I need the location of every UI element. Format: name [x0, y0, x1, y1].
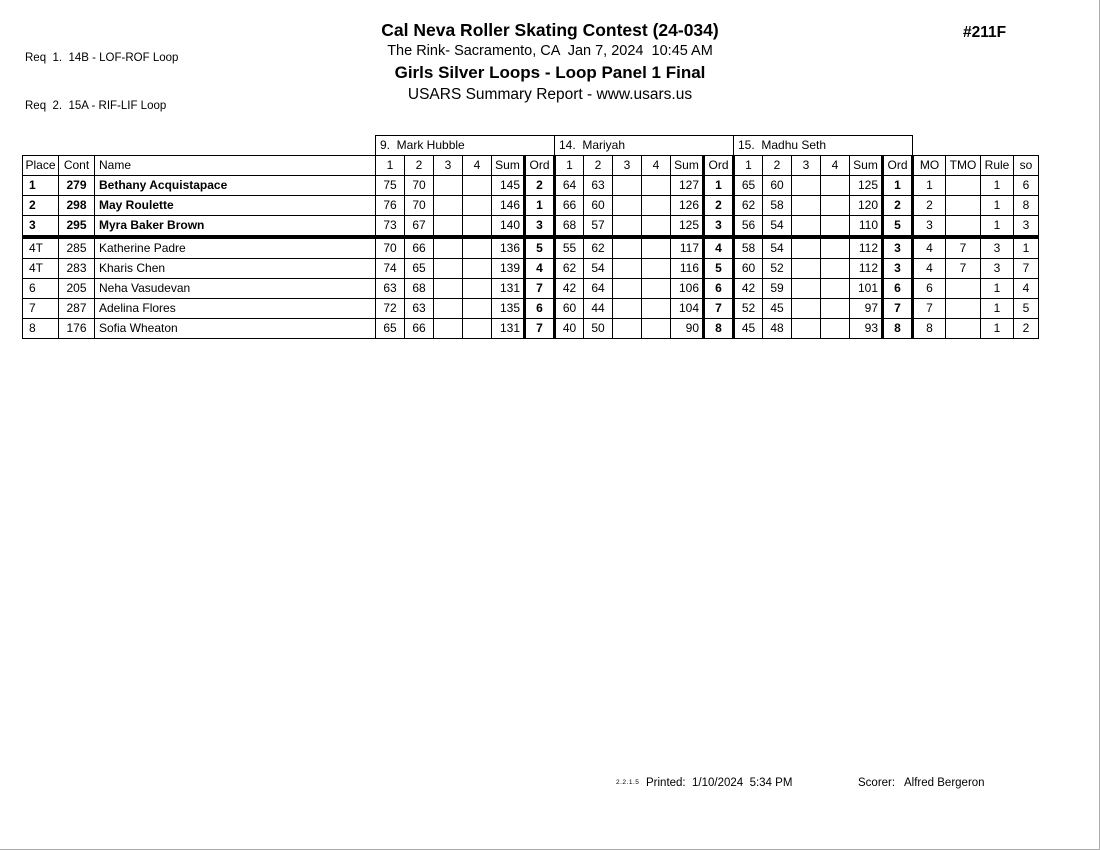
mark-4-cell: [642, 319, 671, 339]
mark-2-cell: 62: [584, 237, 613, 259]
ordinal-cell: 6: [883, 279, 913, 299]
col-tmo: TMO: [946, 156, 981, 176]
contestant-number-cell: 279: [59, 176, 95, 196]
mark-4-cell: [821, 319, 850, 339]
mark-3-cell: [434, 237, 463, 259]
mark-3-cell: [434, 319, 463, 339]
ordinal-cell: 4: [704, 237, 734, 259]
contestant-number-cell: 205: [59, 279, 95, 299]
contestant-number-cell: 285: [59, 237, 95, 259]
mark-3-cell: [792, 237, 821, 259]
mark-2-cell: 70: [405, 196, 434, 216]
contest-title: Cal Neva Roller Skating Contest (24-034): [381, 20, 719, 40]
sum-cell: 125: [671, 216, 704, 238]
rule-cell: 1: [981, 196, 1014, 216]
mark-1-cell: 42: [734, 279, 763, 299]
place-cell: 4T: [23, 259, 59, 279]
mark-4-cell: [463, 196, 492, 216]
col-so: so: [1014, 156, 1039, 176]
so-cell: 7: [1014, 259, 1039, 279]
mark-2-cell: 54: [584, 259, 613, 279]
col-place: Place: [23, 156, 59, 176]
mark-1-cell: 64: [555, 176, 584, 196]
judge-header-spacer: [23, 136, 376, 156]
mark-2-cell: 64: [584, 279, 613, 299]
mark-3-cell: [792, 259, 821, 279]
rule-cell: 1: [981, 176, 1014, 196]
sum-cell: 131: [492, 279, 525, 299]
col-sum: Sum: [492, 156, 525, 176]
mo-cell: 3: [913, 216, 946, 238]
col-ord: Ord: [883, 156, 913, 176]
rule-cell: 1: [981, 299, 1014, 319]
mark-1-cell: 56: [734, 216, 763, 238]
mo-cell: 8: [913, 319, 946, 339]
mark-2-cell: 52: [763, 259, 792, 279]
place-cell: 7: [23, 299, 59, 319]
place-cell: 8: [23, 319, 59, 339]
mo-cell: 7: [913, 299, 946, 319]
mark-4-cell: [642, 237, 671, 259]
mark-1-cell: 40: [555, 319, 584, 339]
place-cell: 2: [23, 196, 59, 216]
so-cell: 2: [1014, 319, 1039, 339]
mo-cell: 4: [913, 237, 946, 259]
mark-3-cell: [613, 319, 642, 339]
mark-2-cell: 58: [763, 196, 792, 216]
judge-header-row: [23, 136, 1039, 156]
ordinal-cell: 7: [704, 299, 734, 319]
column-header-row: [23, 156, 1039, 176]
mark-1-cell: 63: [376, 279, 405, 299]
mark-4-cell: [821, 216, 850, 238]
sum-cell: 116: [671, 259, 704, 279]
mark-4-cell: [642, 279, 671, 299]
result-row: [23, 279, 1039, 299]
mark-1-cell: 66: [555, 196, 584, 216]
col-mark-2: 2: [405, 156, 434, 176]
tmo-cell: [946, 319, 981, 339]
mark-1-cell: 62: [734, 196, 763, 216]
mark-2-cell: 48: [763, 319, 792, 339]
skater-name-cell: Sofia Wheaton: [95, 319, 376, 339]
so-cell: 3: [1014, 216, 1039, 238]
mark-4-cell: [821, 279, 850, 299]
mark-3-cell: [792, 196, 821, 216]
result-row: [23, 259, 1039, 279]
mark-4-cell: [463, 259, 492, 279]
ordinal-cell: 5: [525, 237, 555, 259]
place-cell: 3: [23, 216, 59, 238]
skater-name-cell: Katherine Padre: [95, 237, 376, 259]
mark-2-cell: 66: [405, 237, 434, 259]
judge-1-name: 9. Mark Hubble: [376, 136, 555, 156]
printed-timestamp: Printed: 1/10/2024 5:34 PM: [646, 777, 793, 789]
mark-2-cell: 65: [405, 259, 434, 279]
sum-cell: 126: [671, 196, 704, 216]
mark-3-cell: [613, 279, 642, 299]
ordinal-cell: 8: [704, 319, 734, 339]
col-mark-4: 4: [463, 156, 492, 176]
so-cell: 5: [1014, 299, 1039, 319]
col-sum: Sum: [671, 156, 704, 176]
place-cell: 1: [23, 176, 59, 196]
mark-1-cell: 60: [734, 259, 763, 279]
col-rule: Rule: [981, 156, 1014, 176]
skater-name-cell: Neha Vasudevan: [95, 279, 376, 299]
mark-1-cell: 76: [376, 196, 405, 216]
mark-3-cell: [434, 279, 463, 299]
mo-cell: 1: [913, 176, 946, 196]
mark-4-cell: [463, 176, 492, 196]
ordinal-cell: 2: [525, 176, 555, 196]
place-cell: 6: [23, 279, 59, 299]
tmo-cell: 7: [946, 237, 981, 259]
tmo-cell: [946, 279, 981, 299]
report-type-line: USARS Summary Report - www.usars.us: [407, 86, 693, 103]
requirement-line: Req 2. 15A - RIF-LIF Loop: [25, 100, 167, 112]
ordinal-cell: 3: [704, 216, 734, 238]
result-row: [23, 176, 1039, 196]
mark-1-cell: 62: [555, 259, 584, 279]
title-block: [0, 20, 1100, 104]
mark-2-cell: 54: [763, 237, 792, 259]
contestant-number-cell: 283: [59, 259, 95, 279]
mark-3-cell: [613, 237, 642, 259]
mark-2-cell: 67: [405, 216, 434, 238]
col-mark-2: 2: [763, 156, 792, 176]
col-cont: Cont: [59, 156, 95, 176]
mark-1-cell: 58: [734, 237, 763, 259]
mark-4-cell: [463, 279, 492, 299]
col-sum: Sum: [850, 156, 883, 176]
mark-1-cell: 75: [376, 176, 405, 196]
ordinal-cell: 3: [883, 237, 913, 259]
ordinal-cell: 1: [883, 176, 913, 196]
col-name: Name: [95, 156, 376, 176]
so-cell: 8: [1014, 196, 1039, 216]
mark-1-cell: 45: [734, 319, 763, 339]
skater-name-cell: Myra Baker Brown: [95, 216, 376, 238]
mark-1-cell: 68: [555, 216, 584, 238]
mark-2-cell: 44: [584, 299, 613, 319]
scorer-name: Scorer: Alfred Bergeron: [858, 777, 985, 789]
sum-cell: 106: [671, 279, 704, 299]
mark-2-cell: 70: [405, 176, 434, 196]
mark-4-cell: [642, 299, 671, 319]
sum-cell: 136: [492, 237, 525, 259]
rule-cell: 3: [981, 259, 1014, 279]
mark-2-cell: 63: [584, 176, 613, 196]
rule-cell: 3: [981, 237, 1014, 259]
mark-4-cell: [821, 196, 850, 216]
venue-date-line: The Rink- Sacramento, CA Jan 7, 2024 10:45 AM: [387, 43, 713, 59]
mark-1-cell: 52: [734, 299, 763, 319]
mark-1-cell: 65: [734, 176, 763, 196]
ordinal-cell: 7: [883, 299, 913, 319]
sum-cell: 93: [850, 319, 883, 339]
tmo-cell: 7: [946, 259, 981, 279]
mark-2-cell: 63: [405, 299, 434, 319]
mark-4-cell: [463, 237, 492, 259]
contestant-number-cell: 295: [59, 216, 95, 238]
sum-cell: 104: [671, 299, 704, 319]
skater-name-cell: May Roulette: [95, 196, 376, 216]
mark-2-cell: 60: [763, 176, 792, 196]
sum-cell: 139: [492, 259, 525, 279]
mark-2-cell: 68: [405, 279, 434, 299]
mark-2-cell: 50: [584, 319, 613, 339]
result-row: [23, 196, 1039, 216]
mark-2-cell: 59: [763, 279, 792, 299]
heat-number: #211F: [963, 24, 1007, 41]
mo-cell: 2: [913, 196, 946, 216]
sum-cell: 112: [850, 259, 883, 279]
mark-4-cell: [642, 196, 671, 216]
ordinal-cell: 6: [704, 279, 734, 299]
mo-cell: 6: [913, 279, 946, 299]
sum-cell: 140: [492, 216, 525, 238]
ordinal-cell: 2: [704, 196, 734, 216]
mark-3-cell: [434, 299, 463, 319]
mark-4-cell: [821, 237, 850, 259]
mark-2-cell: 45: [763, 299, 792, 319]
col-mark-3: 3: [792, 156, 821, 176]
skater-name-cell: Kharis Chen: [95, 259, 376, 279]
mark-2-cell: 60: [584, 196, 613, 216]
mark-1-cell: 70: [376, 237, 405, 259]
mark-1-cell: 65: [376, 319, 405, 339]
judge-2-name: 14. Mariyah: [555, 136, 734, 156]
mark-2-cell: 57: [584, 216, 613, 238]
sum-cell: 97: [850, 299, 883, 319]
col-mark-1: 1: [734, 156, 763, 176]
mark-1-cell: 73: [376, 216, 405, 238]
contestant-number-cell: 298: [59, 196, 95, 216]
ordinal-cell: 2: [883, 196, 913, 216]
so-cell: 1: [1014, 237, 1039, 259]
mark-3-cell: [613, 196, 642, 216]
place-cell: 4T: [23, 237, 59, 259]
mark-4-cell: [821, 299, 850, 319]
mark-3-cell: [434, 196, 463, 216]
mo-cell: 4: [913, 259, 946, 279]
mark-2-cell: 66: [405, 319, 434, 339]
mark-4-cell: [642, 176, 671, 196]
mark-3-cell: [613, 216, 642, 238]
mark-3-cell: [613, 176, 642, 196]
result-row: [23, 216, 1039, 238]
mark-3-cell: [434, 176, 463, 196]
so-cell: 6: [1014, 176, 1039, 196]
tmo-cell: [946, 216, 981, 238]
col-mark-3: 3: [434, 156, 463, 176]
software-version: 2.2.1.5: [616, 779, 640, 786]
ordinal-cell: 7: [525, 319, 555, 339]
ordinal-cell: 8: [883, 319, 913, 339]
judge-3-name: 15. Madhu Seth: [734, 136, 913, 156]
ordinal-cell: 3: [883, 259, 913, 279]
mark-3-cell: [792, 299, 821, 319]
col-mo: MO: [913, 156, 946, 176]
judge-header-spacer: [913, 136, 1039, 156]
ordinal-cell: 3: [525, 216, 555, 238]
mark-2-cell: 54: [763, 216, 792, 238]
ordinal-cell: 5: [883, 216, 913, 238]
event-title: Girls Silver Loops - Loop Panel 1 Final: [394, 63, 706, 82]
col-ord: Ord: [525, 156, 555, 176]
mark-1-cell: 74: [376, 259, 405, 279]
tmo-cell: [946, 176, 981, 196]
sum-cell: 146: [492, 196, 525, 216]
mark-3-cell: [792, 216, 821, 238]
result-row: [23, 237, 1039, 259]
skater-name-cell: Bethany Acquistapace: [95, 176, 376, 196]
mark-3-cell: [434, 259, 463, 279]
sum-cell: 125: [850, 176, 883, 196]
ordinal-cell: 4: [525, 259, 555, 279]
contestant-number-cell: 176: [59, 319, 95, 339]
sum-cell: 117: [671, 237, 704, 259]
mark-3-cell: [613, 299, 642, 319]
mark-4-cell: [821, 176, 850, 196]
so-cell: 4: [1014, 279, 1039, 299]
sum-cell: 145: [492, 176, 525, 196]
col-mark-3: 3: [613, 156, 642, 176]
mark-3-cell: [792, 319, 821, 339]
mark-1-cell: 55: [555, 237, 584, 259]
sum-cell: 90: [671, 319, 704, 339]
mark-4-cell: [642, 216, 671, 238]
col-mark-1: 1: [555, 156, 584, 176]
sum-cell: 131: [492, 319, 525, 339]
tmo-cell: [946, 196, 981, 216]
skater-name-cell: Adelina Flores: [95, 299, 376, 319]
result-row: [23, 299, 1039, 319]
results-table: [22, 135, 1039, 339]
mark-3-cell: [792, 176, 821, 196]
sum-cell: 127: [671, 176, 704, 196]
rule-cell: 1: [981, 279, 1014, 299]
sum-cell: 135: [492, 299, 525, 319]
tmo-cell: [946, 299, 981, 319]
result-row: [23, 319, 1039, 339]
mark-4-cell: [821, 259, 850, 279]
mark-3-cell: [792, 279, 821, 299]
mark-3-cell: [434, 216, 463, 238]
sum-cell: 110: [850, 216, 883, 238]
ordinal-cell: 1: [704, 176, 734, 196]
contestant-number-cell: 287: [59, 299, 95, 319]
requirement-line: Req 1. 14B - LOF-ROF Loop: [25, 52, 179, 64]
col-ord: Ord: [704, 156, 734, 176]
col-mark-4: 4: [821, 156, 850, 176]
mark-4-cell: [642, 259, 671, 279]
mark-4-cell: [463, 319, 492, 339]
rule-cell: 1: [981, 319, 1014, 339]
sum-cell: 112: [850, 237, 883, 259]
mark-1-cell: 72: [376, 299, 405, 319]
ordinal-cell: 1: [525, 196, 555, 216]
col-mark-2: 2: [584, 156, 613, 176]
col-mark-4: 4: [642, 156, 671, 176]
ordinal-cell: 7: [525, 279, 555, 299]
mark-1-cell: 60: [555, 299, 584, 319]
ordinal-cell: 6: [525, 299, 555, 319]
rule-cell: 1: [981, 216, 1014, 238]
mark-1-cell: 42: [555, 279, 584, 299]
sum-cell: 120: [850, 196, 883, 216]
mark-3-cell: [613, 259, 642, 279]
sum-cell: 101: [850, 279, 883, 299]
col-mark-1: 1: [376, 156, 405, 176]
ordinal-cell: 5: [704, 259, 734, 279]
mark-4-cell: [463, 299, 492, 319]
mark-4-cell: [463, 216, 492, 238]
